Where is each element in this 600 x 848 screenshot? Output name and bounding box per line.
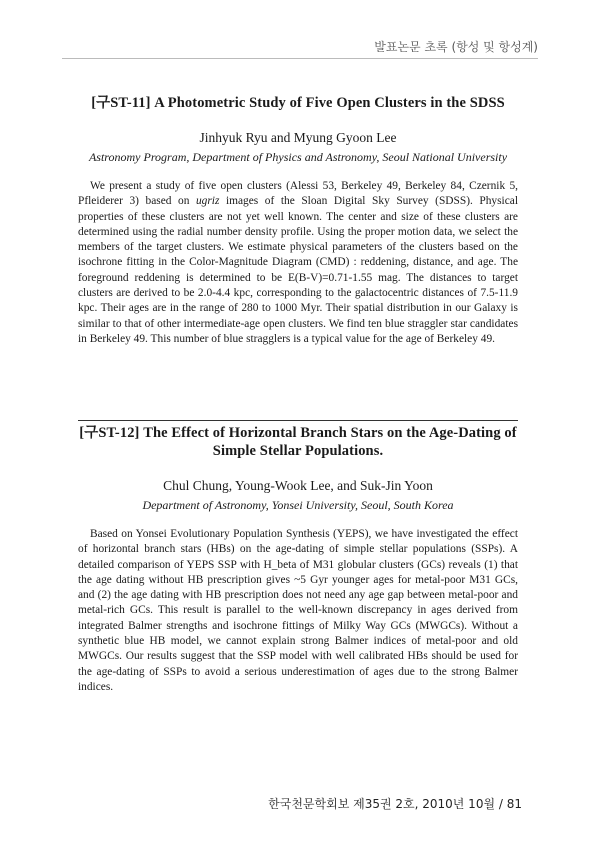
header-rule [62,58,538,59]
article-title: [구ST-11] A Photometric Study of Five Open Clusters in the SDSS [91,95,505,111]
abstract-emphasis: ugriz [195,195,220,208]
article-authors: Jinhyuk Ryu and Myung Gyoon Lee [199,130,397,145]
article-affiliation: Astronomy Program, Department of Physics and Astronomy, Seoul National University [88,150,508,164]
page-footer: 한국천문학회보 제35권 2호, 2010년 10월 / 81 [268,797,522,811]
article-authors: Chul Chung, Young-Wook Lee, and Suk-Jin Yoon [163,478,433,493]
article-affiliation: Department of Astronomy, Yonsei University, Seoul, South Korea [142,498,454,512]
article-title: [구ST-12] The Effect of Horizontal Branch Stars on the Age-Dating of Simple Stellar Populations. [79,425,517,459]
header-label: 발표논문 초록 (항성 및 항성계) [374,40,538,54]
article-st12 [78,424,518,695]
abstract-text: We present a study of five open clusters (Alessi 53, Berkeley 49, Berkeley 84, Czernik 5, Pfleiderer 3) based on [78,180,518,208]
abstract-text: images of the Sloan Digital Sky Survey (SDSS). Physical properties of these clusters are not yet well known. The center and size of these clusters are determined using the radial number density profile. Using the proper motion data, we select the members of the target clusters. We estimate physical parameters of the clusters based on the isochrone fitting in the Color-Magnitude Diagram (CMD) : reddening, distance, and age. The foreground reddening is determined to be E(B-V)=0.71-1.55 mag. The distances to target clusters are derived to be 2.0-4.4 kpc, corresponding to the galactocentric distances of 7.5-11.9 kpc. Their ages are in the range of 280 to 1000 Myr. Their spatial distribution in our Galaxy is similar to that of other intermediate-age open clusters. We find ten blue straggler star candidates in Berkeley 49. This number of blue stragglers is a typical value for the age of Berkeley 49. [78,195,518,345]
section-divider [78,420,518,421]
article-st11 [78,94,518,347]
article-abstract: Based on Yonsei Evolutionary Population Synthesis (YEPS), we have investigated the effect of horizontal branch stars (HBs) on the age-dating of simple stellar populations (SSPs). A detailed comparison of YEPS SSP with H_beta of M31 globular clusters (GCs) reveals (1) that the age dating without HB prescription gives ~5 Gyr younger ages for metal-poor M31 GCs, and (2) the age dating with HB prescription does not need any age gap between metal-poor and metal-rich GCs. This result is parallel to the well-known discrepancy in ages derived from integrated Balmer strengths and isochrone fittings of Milky Way GCs (MWGCs). Without a synthetic blue HB model, we cannot explain strong Balmer indices of metal-poor and old MWGCs. Our results suggest that the SSP model with well calibrated HBs should be used for the age-dating of SSPs to avoid a serious underestimation of ages due to the strong Balmer indices. [78,528,518,693]
article-abstract [78,179,518,347]
